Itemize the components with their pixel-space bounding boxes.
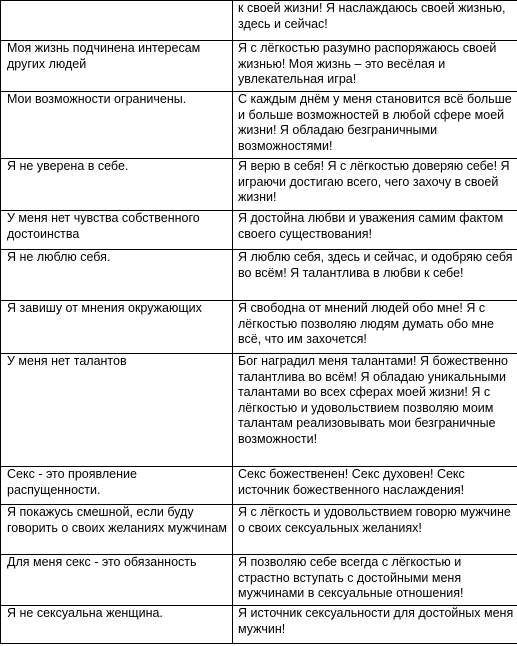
affirmation-cell: Я с лёгкость и удовольствием говорю мужчине о своих сексуальных желаниях! (233, 505, 517, 555)
belief-cell: Я не сексуальна женщина. (1, 606, 233, 644)
belief-cell (1, 1, 233, 41)
affirmation-cell: Я люблю себя, здесь и сейчас, и одобряю себя во всём! Я талантлива в любви к себе! (233, 250, 517, 301)
table-row (1, 354, 517, 467)
table-row (1, 467, 517, 505)
belief-cell: У меня нет талантов (1, 354, 233, 467)
affirmation-cell: Я достойна любви и уважения самим фактом своего существования! (233, 211, 517, 250)
belief-cell: Для меня секс - это обязанность (1, 555, 233, 606)
affirmation-cell: Я свободна от мнений людей обо мне! Я с лёгкостью позволяю людям думать обо мне всё, что им захочется! (233, 301, 517, 354)
belief-cell: Мои возможности ограничены. (1, 92, 233, 159)
belief-cell: У меня нет чувства собственного достоинства (1, 211, 233, 250)
table-row (1, 1, 517, 41)
table-row (1, 250, 517, 301)
table-row (1, 301, 517, 354)
affirmation-cell: Бог наградил меня талантами! Я божественно талантлива во всём! Я обладаю уникальными талантами во всех сферах моей жизни! Я с лёгкостью и удовольствием позволяю моим талантам реализовывать мои безграничные возможности! (233, 354, 517, 467)
table-row (1, 606, 517, 644)
affirmation-cell: Секс божественен! Секс духовен! Секс источник божественного наслаждения! (233, 467, 517, 505)
belief-cell: Я не уверена в себе. (1, 159, 233, 211)
belief-cell: Я не люблю себя. (1, 250, 233, 301)
affirmation-cell: Я позволяю себе всегда с лёгкостью и страстно вступать с достойными меня мужчинами в сексуальные отношения! (233, 555, 517, 606)
belief-cell: Моя жизнь подчинена интересам других людей (1, 41, 233, 92)
table-row (1, 92, 517, 159)
table-row (1, 159, 517, 211)
table-row (1, 211, 517, 250)
affirmation-cell: к своей жизни! Я наслаждаюсь своей жизнью, здесь и сейчас! (233, 1, 517, 41)
affirmation-cell: С каждым днём у меня становится всё больше и больше возможностей в любой сфере моей жизни! Я обладаю безграничными возможностями! (233, 92, 517, 159)
belief-cell: Секс - это проявление распущенности. (1, 467, 233, 505)
table-row (1, 505, 517, 555)
affirmation-cell: Я источник сексуальности для достойных меня мужчин! (233, 606, 517, 644)
table-row (1, 555, 517, 606)
belief-cell: Я покажусь смешной, если буду говорить о своих желаниях мужчинам (1, 505, 233, 555)
belief-cell: Я завишу от мнения окружающих (1, 301, 233, 354)
affirmation-cell: Я верю в себя! Я с лёгкостью доверяю себе! Я играючи достигаю всего, чего захочу в своей жизни! (233, 159, 517, 211)
table-row (1, 41, 517, 92)
affirmation-cell: Я с лёгкостью разумно распоряжаюсь своей жизнью! Моя жизнь – это весёлая и увлекательная игра! (233, 41, 517, 92)
